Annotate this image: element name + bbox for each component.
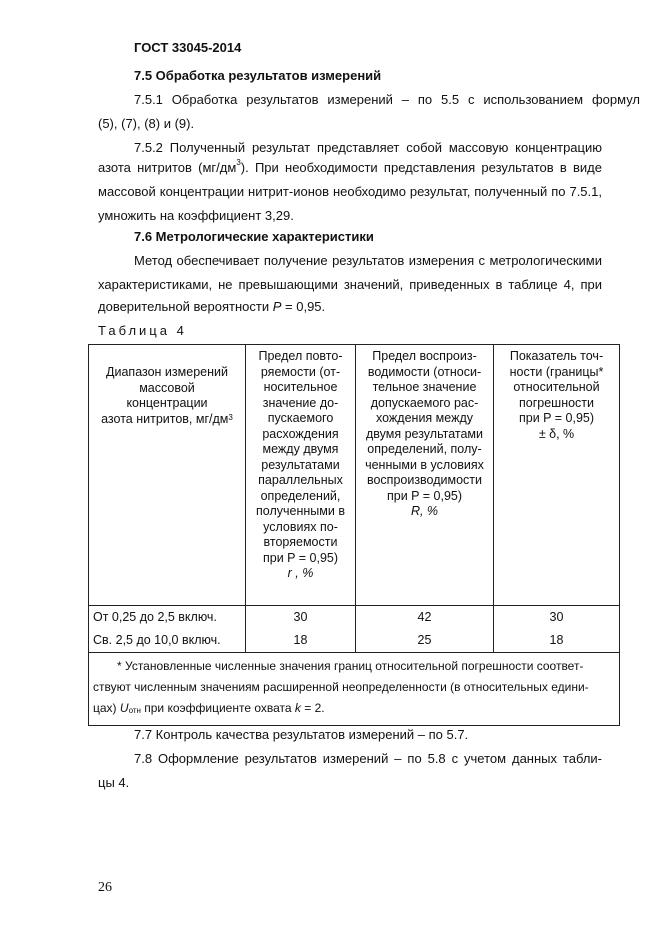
table-row [89,629,620,653]
para-7-6-line3: доверительной вероятности P = 0,95. [98,299,326,314]
table-header-row [89,345,620,606]
para-7-5-1-line1: 7.5.1 Обработка результатов измерений – по 5.5 с использованием формул [134,92,640,107]
para-7-8-line2: цы 4. [98,775,130,790]
header-range: Диапазон измерений массовой концентрации азота нитритов, $мг/дм^3$ [89,345,246,606]
row-R-value: 25 [356,629,494,653]
para-7-5-2-line3: массовой концентрации нитрит-ионов необходимо результат, полученный по 7.5.1, [98,184,602,199]
para-7-5-2-line1: 7.5.2 Полученный результат представляет собой массовую концентрацию [134,140,602,155]
row-range: От 0,25 до 2,5 включ. [89,606,246,630]
row-range: Св. 2,5 до 10,0 включ. [89,629,246,653]
row-delta-value: 18 [494,629,620,653]
para-7-6-line2: характеристиками, не превышающими значений, приведенных в таблице 4, при [98,277,602,292]
para-7-5-2-line2: азота нитритов $(мг/дм^3)$. При необходимости представления результатов в виде [98,158,602,175]
para-7-5-2-line4: умножить на коэффициент 3,29. [98,208,294,223]
row-R-value: 42 [356,606,494,630]
document-header: ГОСТ 33045-2014 [134,40,242,55]
para-7-5-1-line2: (5), (7), (8) и (9). [98,116,195,131]
table-caption: Таблица 4 [98,323,187,338]
page-number: 26 [98,880,112,895]
row-r-value: 30 [246,606,356,630]
table-row [89,606,620,630]
table-footnote: * Установленные численные значения границ относительной погрешности соответ- ствуют численным значениям расширенной неопределенности (в относительных едини- цах) Uотн при коэффициенте охвата k = 2. [89,653,620,726]
metrology-table [88,344,620,726]
section-7-5-heading: 7.5 Обработка результатов измерений [134,68,382,83]
header-accuracy: Показатель точ- ности (границы* относительной погрешности при P = 0,95) ± δ, % [494,345,620,606]
header-reproducibility: Предел воспроиз- водимости (относи- тельное значение допускаемого рас- хождения между двумя результатами определений, полу- ченными в условиях воспроизводимости при P = 0,95) R, % [356,345,494,606]
para-7-7: 7.7 Контроль качества результатов измерений – по 5.7. [134,727,469,742]
header-repeatability: Предел повто- ряемости (от- носительное значение до- пускаемого расхождения между двумя результатами параллельных определений, полученными в условиях по- вторяемости при P = 0,95) r , % [246,345,356,606]
section-7-6-heading: 7.6 Метрологические характеристики [134,229,374,244]
row-r-value: 18 [246,629,356,653]
table-footnote-row [89,653,620,726]
para-7-6-line1: Метод обеспечивает получение результатов измерения с метрологическими [134,253,602,268]
para-7-8-line1: 7.8 Оформление результатов измерений – по 5.8 с учетом данных табли- [134,751,602,766]
row-delta-value: 30 [494,606,620,630]
